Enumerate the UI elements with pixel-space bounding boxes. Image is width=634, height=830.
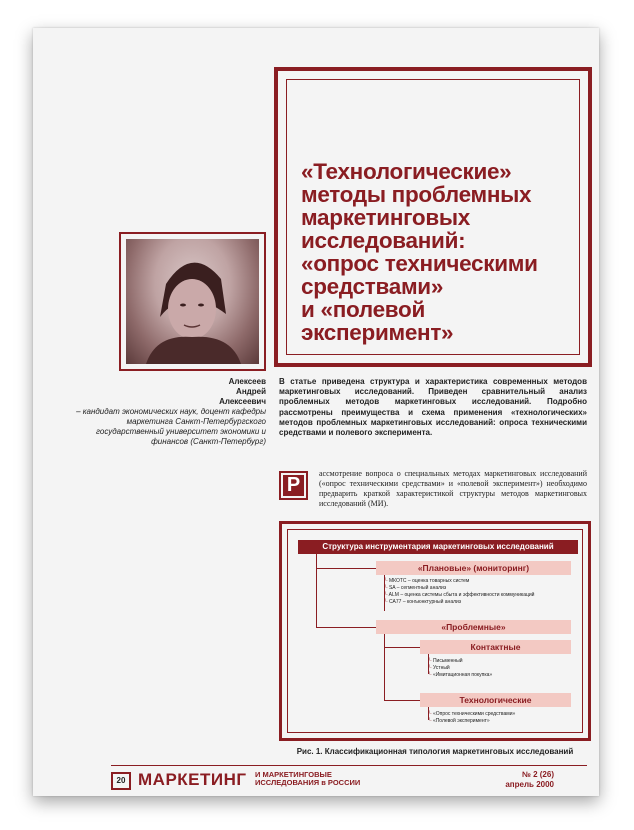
portrait-image <box>126 239 259 364</box>
issue-info: № 2 (26) апрель 2000 <box>505 770 554 789</box>
drop-cap: Р <box>279 471 308 500</box>
author-block <box>73 377 266 447</box>
author-photo-frame <box>119 232 266 371</box>
diagram-problem-box: «Проблемные» <box>376 620 571 634</box>
diagram-planned-box: «Плановые» (мониторинг) <box>376 561 571 575</box>
author-surname: Алексеев <box>228 377 266 386</box>
diagram-contact-box: Контактные <box>420 640 571 654</box>
lead-paragraph: ассмотрение вопроса о специальных методах маркетинговых исследований («опрос техническими средствами» и «полевой эксперимент») необходимо предварить краткой характеристикой структуры методов маркетинговых исследований (МИ). <box>319 469 587 508</box>
structure-diagram <box>279 521 591 741</box>
author-name: Андрей <box>236 387 266 396</box>
abstract: В статье приведена структура и характеристика современных методов маркетинговых исследований. Приведен сравнительный анализ проблемных методов маркетинговых исследований. Подробно рассмотрены преимущества и схема применения «технологических» методов проблемных маркетинговых исследований: опроса техническими средствами и полевого эксперимента. <box>279 377 587 438</box>
planned-list: └ МКОТС – оценка товарных систем └ SA – сегментный анализ └ ALM – оценка системы сбыта и эффективности коммуникаций └ CA77 – конъюнктурный анализ <box>384 578 534 606</box>
title-frame <box>274 67 592 367</box>
tech-list: └ «Опрос техническими средствами» └ «Полевой эксперимент» <box>428 711 515 725</box>
author-description: – кандидат экономических наук, доцент кафедры маркетинга Санкт-Петербургского государственный университет экономики и финансов (Санкт-Петербург) <box>76 407 266 446</box>
page-number: 20 <box>111 772 131 790</box>
diagram-tech-box: Технологические <box>420 693 571 707</box>
magazine-brand: МАРКЕТИНГ <box>138 770 247 789</box>
magazine-page <box>33 28 599 796</box>
magazine-brand-sub: И МАРКЕТИНГОВЫЕ ИССЛЕДОВАНИЯ в РОССИИ <box>255 770 361 787</box>
author-photo <box>126 239 259 364</box>
contact-list: └ Письменный └ Устный └ «Имитационная покупка» <box>428 658 492 679</box>
diagram-root-box: Структура инструментария маркетинговых исследований <box>298 540 578 554</box>
figure-caption: Рис. 1. Классификационная типология маркетинговых исследований <box>296 747 574 756</box>
author-patronymic: Алексеевич <box>219 397 266 406</box>
article-title: «Технологические» методы проблемных маркетинговых исследований: «опрос техническими средствами» и «полевой эксперимент» <box>301 159 538 345</box>
